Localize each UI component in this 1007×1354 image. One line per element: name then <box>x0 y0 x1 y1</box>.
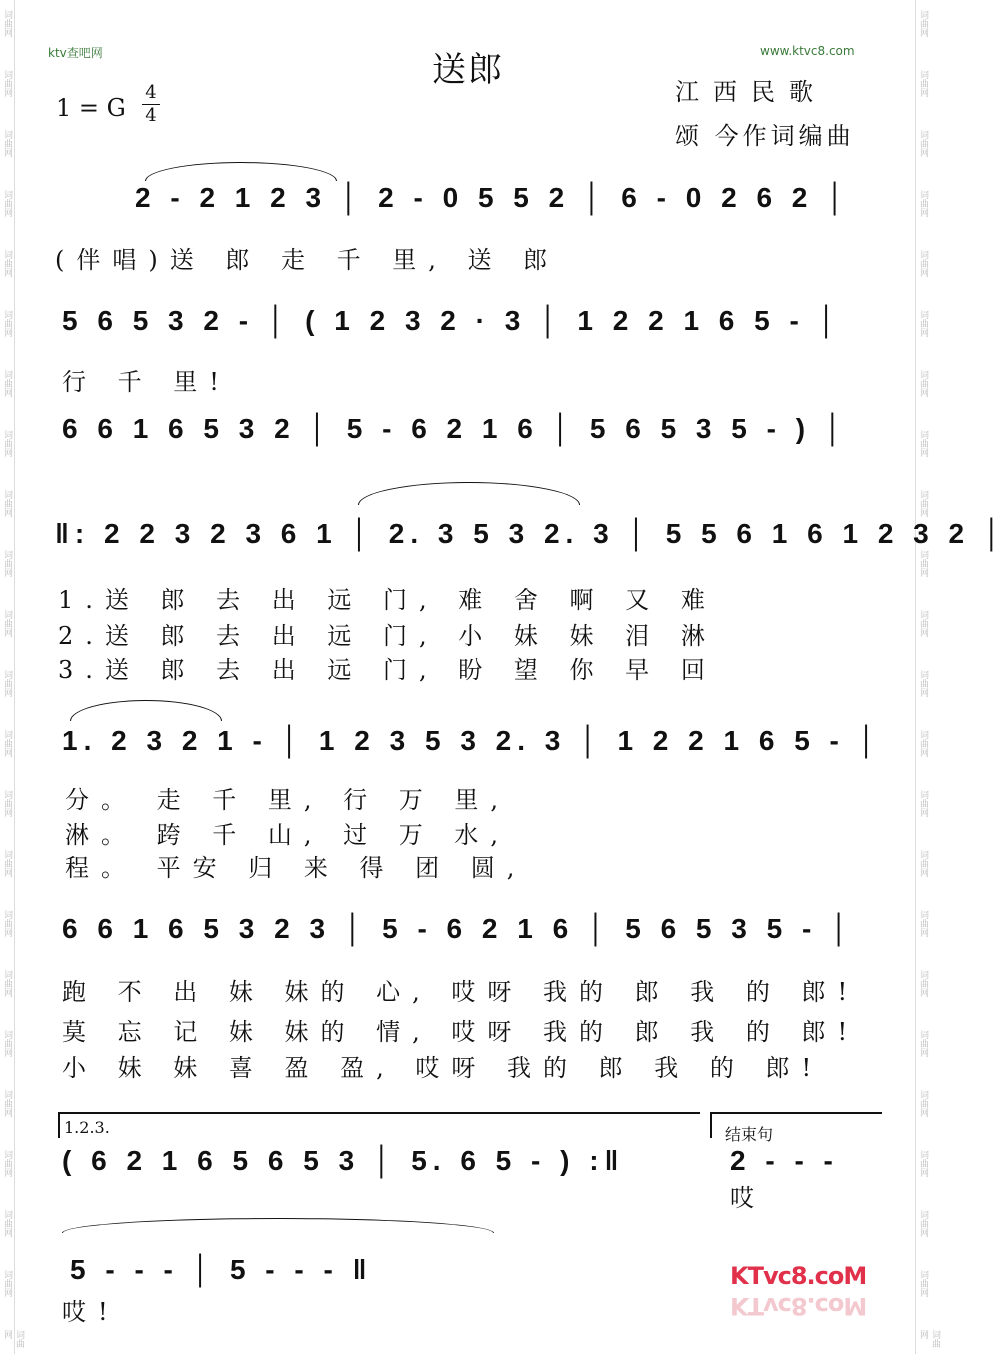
margin-watermark: 词曲网 <box>918 250 928 277</box>
margin-watermark: 词曲网 <box>918 670 928 697</box>
margin-watermark: 词曲网 <box>2 1210 12 1237</box>
time-signature <box>142 84 160 125</box>
margin-watermark: 词曲网 <box>918 10 928 37</box>
margin-watermark: 词曲网 <box>2 430 12 457</box>
margin-watermark: 词曲网 <box>2 1270 12 1297</box>
song-source: 江西民歌 <box>675 78 827 106</box>
margin-watermark: 词曲网 <box>918 910 928 937</box>
song-title: 送郎 <box>432 50 504 90</box>
margin-watermark: 词曲网 <box>918 610 928 637</box>
margin-watermark: 词曲网 <box>2 1330 24 1348</box>
lyric-verse-2-line-5: 淋。 跨 千 山, 过 万 水, <box>65 821 511 849</box>
song-author: 颂 今作词编曲 <box>675 122 855 150</box>
margin-watermark: 词曲网 <box>2 850 12 877</box>
margin-watermark: 词曲网 <box>918 850 928 877</box>
score-line-7: ( 6 2 1 6 5 6 5 3 │ 5. 6 5 - ) :‖ <box>62 1145 625 1176</box>
margin-watermark: 词曲网 <box>918 310 928 337</box>
right-margin-strip <box>915 0 940 1354</box>
margin-watermark: 词曲网 <box>2 310 12 337</box>
margin-watermark: 词曲网 <box>918 1090 928 1117</box>
ending-label: 1.2.3. <box>64 1118 110 1137</box>
left-margin-strip <box>0 0 24 1354</box>
lyric-verse-1-line-5: 分。 走 千 里, 行 万 里, <box>65 786 511 814</box>
time-signature-top: 4 <box>145 82 157 103</box>
site-url-right: www.ktvc8.com <box>760 44 855 58</box>
first-ending-bracket <box>58 1112 700 1138</box>
margin-watermark: 词曲网 <box>2 250 12 277</box>
coda-label: 结束句 <box>725 1125 774 1144</box>
lyric-verse-2-line-4: 2.送 郎 去 出 远 门, 小 妹 妹 泪 淋 <box>58 622 717 650</box>
margin-watermark: 词曲网 <box>2 610 12 637</box>
lyric-verse-1-line-4: 1.送 郎 去 出 远 门, 难 舍 啊 又 难 <box>58 586 717 614</box>
margin-watermark: 词曲网 <box>918 790 928 817</box>
margin-watermark: 词曲网 <box>2 730 12 757</box>
lyric-verse-3-line-4: 3.送 郎 去 出 远 门, 盼 望 你 早 回 <box>58 656 717 684</box>
margin-watermark: 词曲网 <box>2 490 12 517</box>
lyric-line-2: 行 千 里! <box>62 368 231 396</box>
time-signature-bottom: 4 <box>145 105 157 126</box>
margin-watermark: 词曲网 <box>918 130 928 157</box>
margin-watermark: 词曲网 <box>2 1150 12 1177</box>
margin-watermark: 词曲网 <box>918 970 928 997</box>
margin-watermark: 词曲网 <box>918 1150 928 1177</box>
key-signature: 1 = G <box>56 94 126 122</box>
phrase-slur <box>358 482 580 505</box>
phrase-slur <box>145 162 337 181</box>
score-line-6: 6 6 1 6 5 3 2 3 │ 5 - 6 2 1 6 │ 5 6 5 3 5 - │ <box>62 913 855 944</box>
lyric-line-8: 哎! <box>62 1298 120 1326</box>
lyric-line-1: (伴唱)送 郎 走 千 里, 送 郎 <box>55 246 560 274</box>
lyric-verse-3-line-5: 程。 平安 归 来 得 团 圆, <box>65 854 527 882</box>
coda-notes: 2 - - - <box>730 1145 839 1176</box>
coda-lyric: 哎 <box>730 1184 766 1212</box>
margin-watermark: 词曲网 <box>2 10 12 37</box>
margin-watermark: 词曲网 <box>918 430 928 457</box>
margin-watermark: 词曲网 <box>918 550 928 577</box>
margin-watermark: 词曲网 <box>2 550 12 577</box>
margin-watermark: 词曲网 <box>2 130 12 157</box>
score-line-4: ‖: 2 2 3 2 3 6 1 │ 2. 3 5 3 2. 3 │ 5 5 6 1 6 1 2 3 2 │ <box>55 518 1007 549</box>
margin-watermark: 词曲网 <box>2 370 12 397</box>
margin-watermark: 词曲网 <box>2 790 12 817</box>
phrase-slur <box>70 700 222 721</box>
score-line-1: 2 - 2 1 2 3 │ 2 - 0 5 5 2 │ 6 - 0 2 6 2 │ <box>135 182 851 213</box>
margin-watermark: 词曲网 <box>2 70 12 97</box>
margin-watermark: 词曲网 <box>2 190 12 217</box>
score-line-2: 5 6 5 3 2 - │ ( 1 2 3 2 · 3 │ 1 2 2 1 6 5 - │ <box>62 305 843 336</box>
margin-watermark: 词曲网 <box>918 70 928 97</box>
site-logo: KTvc8.coM <box>730 1262 867 1290</box>
lyric-verse-3-line-6: 小 妹 妹 喜 盈 盈, 哎呀 我的 郎 我 的 郎! <box>62 1054 824 1082</box>
site-logo-reflection: KTvc8.coM <box>730 1292 867 1320</box>
margin-watermark: 词曲网 <box>2 670 12 697</box>
margin-watermark: 词曲网 <box>918 370 928 397</box>
margin-watermark: 词曲网 <box>918 190 928 217</box>
margin-watermark: 词曲网 <box>918 490 928 517</box>
score-line-3: 6 6 1 6 5 3 2 │ 5 - 6 2 1 6 │ 5 6 5 3 5 - ) │ <box>62 413 849 444</box>
score-line-5: 1. 2 3 2 1 - │ 1 2 3 5 3 2. 3 │ 1 2 2 1 6 5 - │ <box>62 725 883 756</box>
margin-watermark: 词曲网 <box>2 1090 12 1117</box>
score-line-8: 5 - - - │ 5 - - - ‖ <box>70 1254 373 1285</box>
lyric-verse-2-line-6: 莫 忘 记 妹 妹的 情, 哎呀 我的 郎 我 的 郎! <box>62 1018 860 1046</box>
tie-slur <box>62 1218 494 1233</box>
margin-watermark: 词曲网 <box>2 1030 12 1057</box>
site-name-left: ktv查吧网 <box>48 46 103 60</box>
margin-watermark: 词曲网 <box>918 1210 928 1237</box>
margin-watermark: 词曲网 <box>918 1030 928 1057</box>
margin-watermark: 词曲网 <box>918 1330 940 1348</box>
margin-watermark: 词曲网 <box>2 910 12 937</box>
lyric-verse-1-line-6: 跑 不 出 妹 妹的 心, 哎呀 我的 郎 我 的 郎! <box>62 978 860 1006</box>
margin-watermark: 词曲网 <box>2 970 12 997</box>
margin-watermark: 词曲网 <box>918 730 928 757</box>
margin-watermark: 词曲网 <box>918 1270 928 1297</box>
